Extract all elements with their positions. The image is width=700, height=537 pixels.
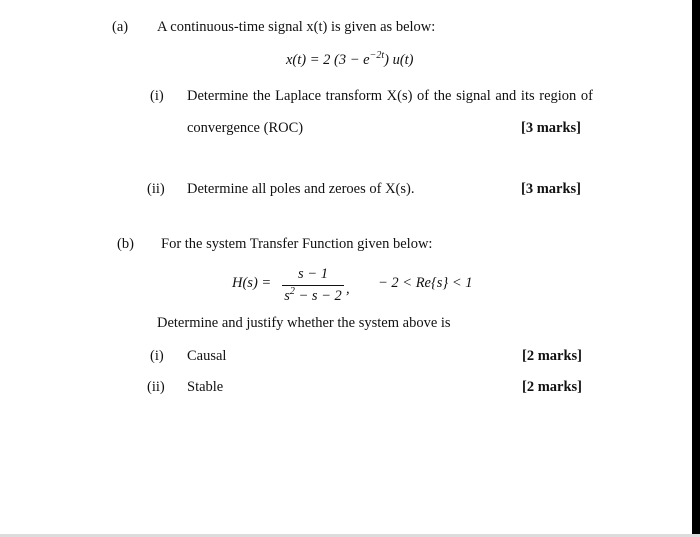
part-a-q1-text-line2: convergence (ROC) — [187, 120, 304, 136]
part-b-instruction: Determine and justify whether the system above is — [157, 315, 451, 331]
part-b-q1-label: (i) — [150, 348, 164, 364]
part-a-q1-label: (i) — [150, 88, 164, 104]
page-right-border — [692, 0, 700, 537]
part-b-q1-marks: [2 marks] — [522, 348, 583, 364]
signal-equation — [286, 50, 414, 68]
part-a-q1-text-line1: Determine the Laplace transform X(s) of the signal and its region of — [187, 88, 593, 104]
part-a-q2-marks: [3 marks] — [521, 181, 582, 197]
transfer-function-numerator: s − 1 — [282, 266, 344, 286]
part-b-q2-marks: [2 marks] — [522, 379, 583, 395]
part-b-q2-text: Stable — [187, 379, 224, 395]
transfer-function-fraction — [282, 266, 344, 305]
signal-equation-tail: ) u(t) — [384, 52, 414, 68]
transfer-function-lhs: H(s) = — [232, 275, 272, 291]
part-a-label: (a) — [112, 19, 129, 35]
part-a-q2-label: (ii) — [147, 181, 165, 197]
transfer-function-comma: , — [346, 281, 350, 297]
part-a-intro: A continuous-time signal x(t) is given as below: — [157, 19, 436, 35]
part-b-q1-text: Causal — [187, 348, 227, 364]
part-b-q2-label: (ii) — [147, 379, 165, 395]
signal-equation-main: x(t) = 2 (3 − e — [286, 52, 370, 68]
part-a-q2-text: Determine all poles and zeroes of X(s). — [187, 181, 415, 197]
part-b-intro: For the system Transfer Function given below: — [161, 236, 433, 252]
transfer-function-roc: − 2 < Re{s} < 1 — [378, 275, 473, 291]
signal-equation-exponent: −2t — [369, 50, 385, 61]
part-b-label: (b) — [117, 236, 134, 252]
part-a-q1-marks: [3 marks] — [521, 120, 582, 136]
transfer-function-denominator: $s^2 - s - 2$ — [284, 286, 342, 304]
